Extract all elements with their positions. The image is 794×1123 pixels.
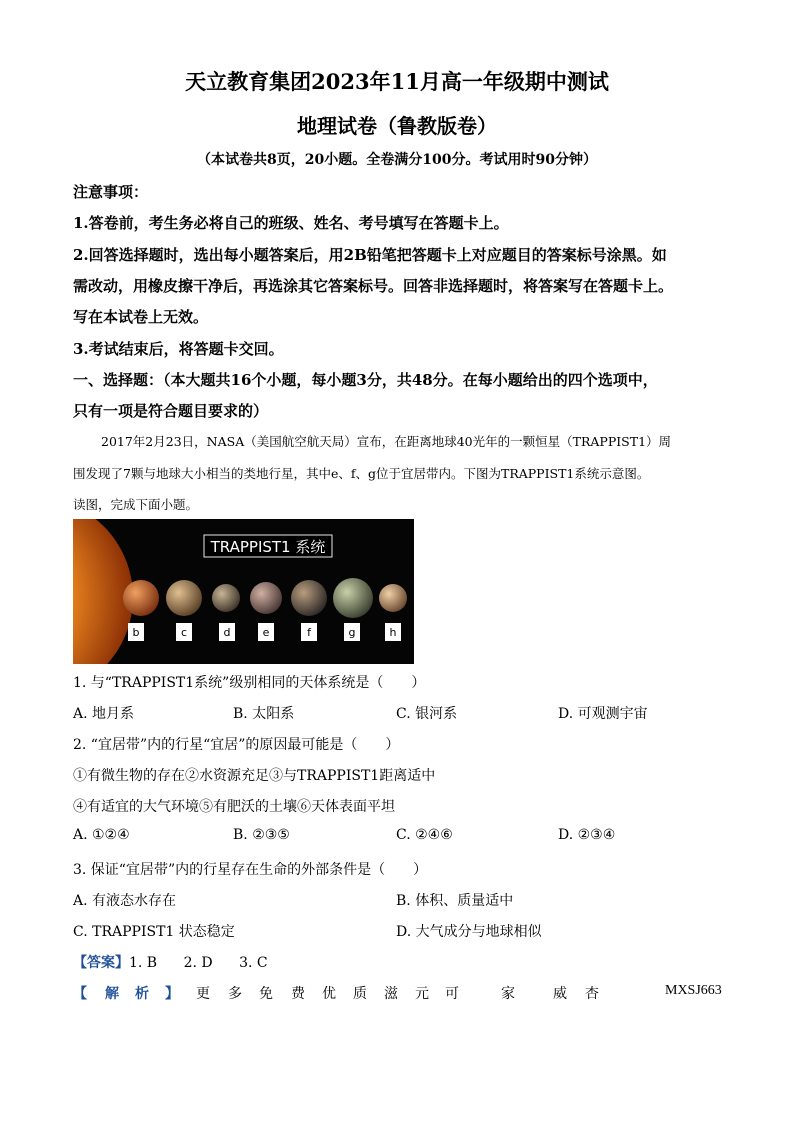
analysis-char: 威 (553, 986, 567, 1002)
q1-stem: 1. 与“TRAPPIST1系统”级别相同的天体系统是（ ） (73, 675, 426, 691)
planet-c (166, 580, 202, 616)
planet-h (379, 584, 407, 612)
analysis-char: 元 (415, 986, 429, 1002)
q3-option-b: B. 体积、质量适中 (396, 893, 514, 909)
planet-label-h: h (389, 626, 397, 639)
planet-d (212, 584, 240, 612)
q3-option-c: C. TRAPPIST1 状态稳定 (73, 924, 235, 940)
analysis-bracket-close: 】 (165, 986, 179, 1002)
q3-option-d: D. 大气成分与地球相似 (396, 924, 542, 940)
q2-option-c: C. ②④⑥ (396, 827, 453, 843)
planet-f (291, 580, 327, 616)
planet-label-f: f (307, 626, 311, 639)
passage-line-1: 2017年2月23日，NASA（美国航空航天局）宣布，在距离地球40光年的一颗恒星（TRAPPIST1）周 (101, 434, 672, 449)
exam-info: （本试卷共8页，20小题。全卷满分100分。考试用时90分钟） (197, 152, 597, 168)
exam-title: 天立教育集团2023年11月高一年级期中测试 (185, 69, 609, 94)
analysis-code: MXSJ663 (665, 983, 722, 998)
q1-option-d: D. 可观测宇宙 (558, 706, 648, 722)
analysis-bracket-open: 【 (73, 986, 87, 1002)
answer-3: 3. C (239, 955, 268, 971)
analysis-char: 家 (501, 986, 515, 1002)
answer-line (73, 952, 268, 972)
q2-stem: 2. “宜居带”内的行星“宜居”的原因最可能是（ ） (73, 737, 400, 753)
analysis-char: 滋 (384, 986, 398, 1002)
figure-title-box (204, 535, 332, 557)
section-1-heading-line-2: 只有一项是符合题目要求的） (73, 402, 269, 420)
trappist1-system-figure (73, 519, 414, 664)
analysis-char: 更 (196, 986, 210, 1002)
q3-option-a: A. 有液态水存在 (73, 893, 177, 909)
q2-statements-line-1: ①有微生物的存在②水资源充足③与TRAPPIST1距离适中 (73, 768, 436, 784)
passage-line-3: 读图，完成下面小题。 (73, 497, 199, 512)
planet-label-e: e (262, 626, 270, 639)
analysis-char: 费 (291, 986, 305, 1002)
notice-item-2-line-3: 写在本试卷上无效。 (73, 308, 209, 326)
q2-option-a: A. ①②④ (73, 827, 130, 843)
planet-label-d: d (223, 626, 231, 639)
analysis-char: 可 (445, 986, 459, 1002)
q1-option-b: B. 太阳系 (233, 706, 295, 722)
planet-label-c: c (180, 626, 188, 639)
answer-1: 1. B (129, 955, 158, 971)
exam-subtitle: 地理试卷（鲁教版卷） (297, 114, 497, 138)
notice-item-3: 3.考试结束后，将答题卡交回。 (73, 340, 284, 358)
q3-stem: 3. 保证“宜居带”内的行星存在生命的外部条件是（ ） (73, 862, 428, 878)
planet-b (123, 580, 159, 616)
planet-label-b: b (132, 626, 140, 639)
planet-e (250, 582, 282, 614)
analysis-char: 优 (322, 986, 336, 1002)
q2-option-d: D. ②③④ (558, 827, 616, 843)
section-1-heading-line-1: 一、选择题：（本大题共16个小题，每小题3分，共48分。在每小题给出的四个选项中， (73, 371, 658, 389)
analysis-char: 质 (353, 986, 367, 1002)
q2-option-b: B. ②③⑤ (233, 827, 290, 843)
analysis-char: 免 (259, 986, 273, 1002)
notice-item-1: 1.答卷前，考生务必将自己的班级、姓名、考号填写在答题卡上。 (73, 214, 509, 232)
notice-item-2-line-2: 需改动，用橡皮擦干净后，再选涂其它答案标号。回答非选择题时，将答案写在答题卡上。 (73, 277, 674, 295)
answer-2: 2. D (183, 955, 213, 971)
planet-label-g: g (348, 626, 356, 639)
analysis-label-jie: 解 (105, 986, 119, 1002)
analysis-char: 多 (228, 986, 242, 1002)
analysis-char: 杏 (585, 986, 599, 1002)
planet-g (333, 578, 373, 618)
q2-statements-line-2: ④有适宜的大气环境⑤有肥沃的土壤⑥天体表面平坦 (73, 799, 395, 815)
analysis-label-xi: 析 (135, 986, 149, 1002)
passage-line-2: 围发现了7颗与地球大小相当的类地行星，其中e、f、g位于宜居带内。下图为TRAPPIST1系统示意图。 (73, 466, 650, 481)
answer-label: 【答案】 (73, 955, 129, 971)
notice-heading: 注意事项： (73, 183, 149, 201)
figure-title: TRAPPIST1 系统 (210, 538, 326, 556)
q1-option-c: C. 银河系 (396, 706, 458, 722)
q1-option-a: A. 地月系 (73, 706, 135, 722)
notice-item-2-line-1: 2.回答选择题时，选出每小题答案后，用2B铅笔把答题卡上对应题目的答案标号涂黑。如 (73, 246, 667, 264)
